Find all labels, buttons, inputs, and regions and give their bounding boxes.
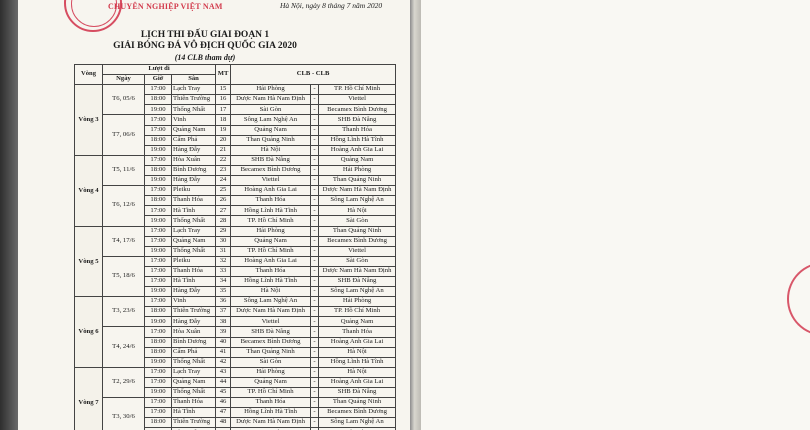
cell-home-team: Quảng Nam: [231, 236, 311, 246]
cell-time: 18:00: [145, 196, 172, 206]
cell-away-team: Than Quảng Ninh: [319, 398, 396, 408]
cell-dash: -: [311, 135, 319, 145]
cell-away-team: SHB Đà Nẵng: [319, 388, 396, 398]
cell-venue: Thống Nhất: [172, 246, 216, 256]
cell-venue: Quảng Nam: [172, 125, 216, 135]
cell-match-no: 30: [216, 236, 231, 246]
cell-venue: Thống Nhất: [172, 105, 216, 115]
table-row: [75, 398, 396, 408]
cell-time: 17:00: [145, 377, 172, 387]
cell-home-team: Becamex Bình Dương: [231, 165, 311, 175]
title-line1: LỊCH THI ĐẤU GIAI ĐOẠN 1: [140, 30, 270, 40]
cell-away-team: Quảng Nam: [319, 317, 396, 327]
cell-home-team: TP. Hồ Chí Minh: [231, 246, 311, 256]
cell-date: T7, 06/6: [103, 115, 145, 155]
cell-venue: Hòa Xuân: [172, 327, 216, 337]
table-row: [75, 327, 396, 337]
cell-venue: Hàng Đẫy: [172, 176, 216, 186]
cell-date: T4, 17/6: [103, 226, 145, 256]
cell-home-team: Hải Phòng: [231, 226, 311, 236]
cell-home-team: Quảng Nam: [231, 377, 311, 387]
cell-match-no: 45: [216, 388, 231, 398]
cell-away-team: Dược Nam Hà Nam Định: [319, 186, 396, 196]
cell-venue: Cẩm Phả: [172, 135, 216, 145]
page-shadow: [0, 0, 18, 430]
cell-away-team: Hải Phòng: [319, 297, 396, 307]
col-vong: Vòng: [75, 65, 103, 85]
cell-dash: -: [311, 276, 319, 286]
cell-home-team: Hải Phòng: [231, 367, 311, 377]
company-seal-right: [787, 262, 810, 336]
cell-away-team: Becamex Bình Dương: [319, 105, 396, 115]
title-line2: GIẢI BÓNG ĐÁ VÔ ĐỊCH QUỐC GIA 2020: [113, 41, 297, 51]
cell-dash: -: [311, 418, 319, 428]
table-row: [75, 85, 396, 95]
cell-dash: -: [311, 287, 319, 297]
cell-match-no: 35: [216, 287, 231, 297]
cell-time: 17:00: [145, 367, 172, 377]
cell-dash: -: [311, 145, 319, 155]
cell-dash: -: [311, 85, 319, 95]
cell-time: 18:00: [145, 135, 172, 145]
cell-home-team: Hồng Lĩnh Hà Tĩnh: [231, 276, 311, 286]
cell-match-no: 33: [216, 266, 231, 276]
cell-dash: -: [311, 155, 319, 165]
cell-venue: Vinh: [172, 115, 216, 125]
cell-venue: Vinh: [172, 297, 216, 307]
cell-date: T3, 30/6: [103, 398, 145, 430]
col-san: Sân: [172, 75, 216, 85]
cell-time: 17:00: [145, 297, 172, 307]
cell-date: T5, 18/6: [103, 256, 145, 296]
cell-dash: -: [311, 95, 319, 105]
cell-venue: Bình Dương: [172, 165, 216, 175]
cell-home-team: Hoàng Anh Gia Lai: [231, 186, 311, 196]
cell-time: 17:00: [145, 226, 172, 236]
cell-match-no: 29: [216, 226, 231, 236]
cell-venue: Lạch Tray: [172, 367, 216, 377]
cell-home-team: Quảng Nam: [231, 125, 311, 135]
col-gio: Giờ: [145, 75, 172, 85]
cell-home-team: Dược Nam Hà Nam Định: [231, 307, 311, 317]
cell-time: 19:00: [145, 287, 172, 297]
cell-time: 19:00: [145, 388, 172, 398]
cell-venue: Thiên Trường: [172, 418, 216, 428]
cell-home-team: Dược Nam Hà Nam Định: [231, 418, 311, 428]
cell-round: Vòng 6: [75, 297, 103, 368]
cell-dash: -: [311, 216, 319, 226]
cell-match-no: 36: [216, 297, 231, 307]
cell-time: 17:00: [145, 398, 172, 408]
cell-home-team: SHB Đà Nẵng: [231, 327, 311, 337]
col-clb: CLB - CLB: [231, 65, 396, 85]
cell-match-no: 18: [216, 115, 231, 125]
cell-venue: Hà Tĩnh: [172, 206, 216, 216]
cell-dash: -: [311, 266, 319, 276]
cell-venue: Thống Nhất: [172, 216, 216, 226]
cell-time: 18:00: [145, 337, 172, 347]
cell-away-team: Sài Gòn: [319, 216, 396, 226]
cell-dash: -: [311, 388, 319, 398]
cell-date: T6, 12/6: [103, 186, 145, 226]
cell-away-team: Sông Lam Nghệ An: [319, 287, 396, 297]
cell-home-team: Thanh Hóa: [231, 266, 311, 276]
cell-home-team: Sông Lam Nghệ An: [231, 297, 311, 307]
cell-venue: Lạch Tray: [172, 226, 216, 236]
cell-venue: Thống Nhất: [172, 388, 216, 398]
cell-dash: -: [311, 337, 319, 347]
cell-match-no: 32: [216, 256, 231, 266]
cell-dash: -: [311, 377, 319, 387]
cell-away-team: Viettel: [319, 246, 396, 256]
cell-home-team: TP. Hồ Chí Minh: [231, 216, 311, 226]
cell-home-team: Viettel: [231, 317, 311, 327]
cell-venue: Thanh Hóa: [172, 196, 216, 206]
cell-time: 17:00: [145, 186, 172, 196]
cell-time: 18:00: [145, 165, 172, 175]
cell-venue: Thiên Trường: [172, 307, 216, 317]
cell-date: T4, 24/6: [103, 327, 145, 367]
cell-match-no: 31: [216, 246, 231, 256]
table-row: [75, 367, 396, 377]
cell-home-team: Thanh Hóa: [231, 398, 311, 408]
table-row: [75, 115, 396, 125]
cell-match-no: 15: [216, 85, 231, 95]
cell-time: 17:00: [145, 85, 172, 95]
cell-home-team: Hồng Lĩnh Hà Tĩnh: [231, 206, 311, 216]
book-gutter: [410, 0, 421, 430]
cell-venue: Hà Tĩnh: [172, 408, 216, 418]
cell-away-team: Than Quảng Ninh: [319, 176, 396, 186]
cell-round: Vòng 5: [75, 226, 103, 297]
cell-match-no: 46: [216, 398, 231, 408]
cell-time: 17:00: [145, 115, 172, 125]
cell-match-no: 21: [216, 145, 231, 155]
schedule-table-left: [74, 64, 396, 430]
cell-dash: -: [311, 256, 319, 266]
cell-away-team: Hà Nội: [319, 347, 396, 357]
cell-away-team: Hà Nội: [319, 206, 396, 216]
cell-dash: -: [311, 186, 319, 196]
cell-away-team: Hà Nội: [319, 367, 396, 377]
cell-match-no: 26: [216, 196, 231, 206]
cell-date: T5, 11/6: [103, 155, 145, 185]
cell-away-team: Becamex Bình Dương: [319, 236, 396, 246]
cell-match-no: 47: [216, 408, 231, 418]
cell-venue: Thanh Hóa: [172, 266, 216, 276]
cell-venue: Pleiku: [172, 186, 216, 196]
cell-match-no: 24: [216, 176, 231, 186]
header-org: CHUYÊN NGHIỆP VIỆT NAM: [108, 2, 223, 11]
cell-match-no: 17: [216, 105, 231, 115]
cell-round: Vòng 7: [75, 367, 103, 430]
cell-match-no: 37: [216, 307, 231, 317]
col-mt: MT: [216, 65, 231, 85]
cell-time: 19:00: [145, 216, 172, 226]
cell-dash: -: [311, 367, 319, 377]
cell-away-team: Viettel: [319, 95, 396, 105]
cell-dash: -: [311, 206, 319, 216]
cell-venue: Lạch Tray: [172, 85, 216, 95]
cell-match-no: 39: [216, 327, 231, 337]
cell-away-team: Hồng Lĩnh Hà Tĩnh: [319, 135, 396, 145]
cell-away-team: Sông Lam Nghệ An: [319, 418, 396, 428]
cell-time: 17:00: [145, 408, 172, 418]
cell-match-no: 43: [216, 367, 231, 377]
cell-date: T3, 23/6: [103, 297, 145, 327]
cell-away-team: Hải Phòng: [319, 165, 396, 175]
table-row: [75, 256, 396, 266]
cell-home-team: Becamex Bình Dương: [231, 337, 311, 347]
cell-venue: Thiên Trường: [172, 95, 216, 105]
cell-time: 19:00: [145, 176, 172, 186]
cell-away-team: SHB Đà Nẵng: [319, 276, 396, 286]
cell-round: Vòng 3: [75, 85, 103, 156]
cell-time: 19:00: [145, 246, 172, 256]
cell-date: T2, 29/6: [103, 367, 145, 397]
cell-dash: -: [311, 196, 319, 206]
cell-away-team: Dược Nam Hà Nam Định: [319, 266, 396, 276]
cell-away-team: Hoàng Anh Gia Lai: [319, 145, 396, 155]
cell-match-no: 19: [216, 125, 231, 135]
cell-dash: -: [311, 226, 319, 236]
cell-time: 17:00: [145, 276, 172, 286]
right-page: [421, 0, 810, 430]
cell-dash: -: [311, 125, 319, 135]
cell-venue: Hà Tĩnh: [172, 276, 216, 286]
cell-away-team: SHB Đà Nẵng: [319, 115, 396, 125]
cell-away-team: Hoàng Anh Gia Lai: [319, 337, 396, 347]
cell-time: 17:00: [145, 236, 172, 246]
cell-venue: Quảng Nam: [172, 377, 216, 387]
cell-away-team: Becamex Bình Dương: [319, 408, 396, 418]
cell-home-team: Thanh Hóa: [231, 196, 311, 206]
cell-home-team: Hồng Lĩnh Hà Tĩnh: [231, 408, 311, 418]
cell-time: 17:00: [145, 327, 172, 337]
cell-home-team: Than Quảng Ninh: [231, 135, 311, 145]
cell-dash: -: [311, 176, 319, 186]
title-line3: (14 CLB tham dự): [174, 53, 236, 62]
cell-time: 19:00: [145, 145, 172, 155]
table-row: [75, 297, 396, 307]
cell-venue: Bình Dương: [172, 337, 216, 347]
cell-venue: Hàng Đẫy: [172, 287, 216, 297]
cell-away-team: Than Quảng Ninh: [319, 226, 396, 236]
cell-away-team: Thanh Hóa: [319, 125, 396, 135]
col-ngay: Ngày: [103, 75, 145, 85]
cell-away-team: TP. Hồ Chí Minh: [319, 307, 396, 317]
cell-time: 19:00: [145, 357, 172, 367]
cell-match-no: 34: [216, 276, 231, 286]
cell-away-team: Sài Gòn: [319, 256, 396, 266]
cell-time: 18:00: [145, 307, 172, 317]
cell-home-team: Hoàng Anh Gia Lai: [231, 256, 311, 266]
cell-match-no: 42: [216, 357, 231, 367]
cell-time: 19:00: [145, 317, 172, 327]
cell-venue: Cẩm Phả: [172, 347, 216, 357]
cell-time: 17:00: [145, 125, 172, 135]
cell-time: 18:00: [145, 347, 172, 357]
cell-dash: -: [311, 398, 319, 408]
cell-match-no: 25: [216, 186, 231, 196]
cell-away-team: Sông Lam Nghệ An: [319, 196, 396, 206]
cell-venue: Thống Nhất: [172, 357, 216, 367]
cell-home-team: Than Quảng Ninh: [231, 347, 311, 357]
cell-home-team: Viettel: [231, 176, 311, 186]
cell-home-team: Sài Gòn: [231, 357, 311, 367]
cell-venue: Hòa Xuân: [172, 155, 216, 165]
table-row: [75, 186, 396, 196]
header-date: Hà Nội, ngày 8 tháng 7 năm 2020: [280, 1, 383, 10]
cell-dash: -: [311, 115, 319, 125]
cell-home-team: Hà Nội: [231, 145, 311, 155]
cell-match-no: 16: [216, 95, 231, 105]
col-luot-di: Lượt đi: [103, 65, 216, 75]
cell-venue: Hàng Đẫy: [172, 145, 216, 155]
cell-time: 17:00: [145, 206, 172, 216]
cell-home-team: Hải Phòng: [231, 85, 311, 95]
table-row: [75, 226, 396, 236]
cell-match-no: 48: [216, 418, 231, 428]
cell-dash: -: [311, 327, 319, 337]
cell-venue: Thanh Hóa: [172, 398, 216, 408]
table-row: [75, 155, 396, 165]
cell-away-team: Hoàng Anh Gia Lai: [319, 377, 396, 387]
cell-home-team: Sài Gòn: [231, 105, 311, 115]
cell-dash: -: [311, 105, 319, 115]
cell-match-no: 20: [216, 135, 231, 145]
cell-dash: -: [311, 347, 319, 357]
cell-time: 17:00: [145, 266, 172, 276]
cell-venue: Pleiku: [172, 256, 216, 266]
cell-dash: -: [311, 317, 319, 327]
cell-home-team: SHB Đà Nẵng: [231, 155, 311, 165]
cell-dash: -: [311, 165, 319, 175]
cell-home-team: Hà Nội: [231, 287, 311, 297]
cell-away-team: Hồng Lĩnh Hà Tĩnh: [319, 357, 396, 367]
cell-date: T6, 05/6: [103, 85, 145, 115]
cell-dash: -: [311, 297, 319, 307]
cell-dash: -: [311, 307, 319, 317]
cell-venue: Hàng Đẫy: [172, 317, 216, 327]
cell-match-no: 28: [216, 216, 231, 226]
cell-round: Vòng 4: [75, 155, 103, 226]
cell-time: 19:00: [145, 105, 172, 115]
cell-match-no: 38: [216, 317, 231, 327]
cell-away-team: Thanh Hóa: [319, 327, 396, 337]
cell-dash: -: [311, 246, 319, 256]
cell-time: 17:00: [145, 155, 172, 165]
cell-dash: -: [311, 357, 319, 367]
cell-dash: -: [311, 408, 319, 418]
cell-away-team: TP. Hồ Chí Minh: [319, 85, 396, 95]
cell-match-no: 23: [216, 165, 231, 175]
cell-match-no: 27: [216, 206, 231, 216]
cell-away-team: Quảng Nam: [319, 155, 396, 165]
cell-match-no: 44: [216, 377, 231, 387]
cell-home-team: Dược Nam Hà Nam Định: [231, 95, 311, 105]
cell-home-team: Sông Lam Nghệ An: [231, 115, 311, 125]
cell-dash: -: [311, 236, 319, 246]
cell-venue: Quảng Nam: [172, 236, 216, 246]
cell-time: 18:00: [145, 95, 172, 105]
cell-match-no: 22: [216, 155, 231, 165]
cell-time: 17:00: [145, 256, 172, 266]
cell-time: 18:00: [145, 418, 172, 428]
cell-home-team: TP. Hồ Chí Minh: [231, 388, 311, 398]
cell-match-no: 40: [216, 337, 231, 347]
cell-match-no: 41: [216, 347, 231, 357]
